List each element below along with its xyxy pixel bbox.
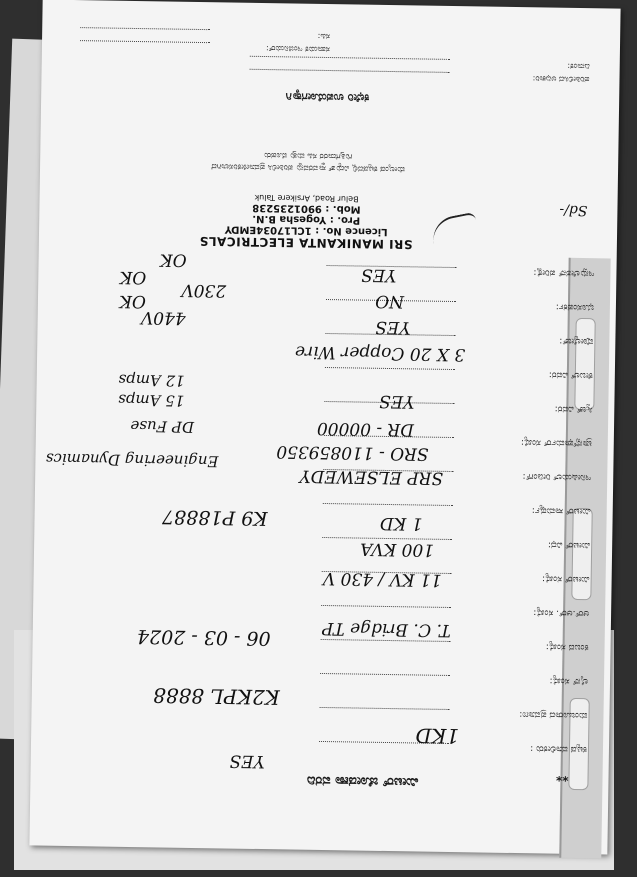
office-row-label: ದಿನಾಂಕ:: [567, 61, 590, 72]
contractor-stamp: [181, 192, 432, 252]
handwritten-ok-2: OK: [119, 266, 147, 288]
handwritten-contractor: T. C. Bridge TP: [321, 617, 451, 641]
report-sheet: [29, 0, 620, 854]
handwritten-yes-3: YES: [360, 264, 397, 286]
star-mark: **: [555, 769, 569, 784]
office-row-label: ಸಹಿ:: [317, 31, 331, 42]
stamp-company: SRI MANIKANTA ELECTRICALS: [199, 234, 413, 252]
contractor-signature: [429, 212, 479, 244]
field-label: ಕಟ್ಟಡ ಮಾಲೀಕರು :: [530, 743, 588, 755]
field-label: ಕೇಬಲ್ ವಿವರ:: [548, 369, 593, 381]
handwritten-date: 06 - 03 - 2024: [136, 625, 271, 650]
field-label: ಇನೀಷಿಯಲ್ ರೀಡಿಂಗ್:: [522, 471, 592, 483]
handwritten-v1: 440V: [140, 307, 186, 328]
handwritten-top-yes: YES: [229, 750, 265, 772]
handwritten-v2: 230V: [181, 279, 227, 301]
handwritten-ok-3: OK: [159, 249, 187, 270]
dotted-line: [323, 503, 453, 506]
handwritten-meter-id: K9 P18887: [161, 505, 268, 530]
field-label: ಇನ್ಸುಲೇಶನ್ ಪರೀಕ್ಷೆ:: [533, 267, 595, 279]
office-row-label: ಪರಿಶೀಲಿಸಿದ ಅಧಿಕಾರಿ:: [532, 74, 590, 85]
handwritten-capacity: 100 KVA: [359, 538, 435, 560]
certification-line: ಗುತ್ತಿಗೆದಾರರ ಸಹಿ ಮತ್ತು ಮೊಹರು: [264, 151, 353, 162]
handwritten-ok-1: OK: [119, 290, 147, 312]
handwritten-items: DP Fuse: [130, 416, 195, 436]
field-label: ಟ್ರಾನ್ಸ್‌ಫಾರ್ಮರ್ ಸಂಖ್ಯೆ:: [520, 437, 592, 449]
field-label: ಸ್ವಿಚ್ ವಿವರ:: [554, 403, 593, 415]
office-row-label: ಸಹಾಯಕ ಇಂಜಿನಿಯರ್:: [265, 44, 331, 55]
field-label: ಮೀಟರ್ ಸಾಮರ್ಥ್ಯ:: [531, 505, 591, 517]
certification-line: ಮೇಲ್ಕಂಡ ಕಟ್ಟಡದಲ್ಲಿ ವಿದ್ಯುತ್ ಸ್ಥಾವರವನ್ನು ಪರಿಶೀಲಿಸಿ ಪ್ರಮಾಣೀಕರಿಸಲಾಗಿದೆ: [211, 162, 405, 175]
handwritten-voltage: 11 KV / 430 V: [322, 567, 442, 590]
handwritten-count: 1 KD: [379, 512, 423, 534]
handwritten-page-mark: 1KD: [415, 723, 460, 749]
handwritten-yes-2: YES: [375, 316, 411, 338]
handwritten-make: SRP ELSEWEDY: [299, 465, 444, 488]
field-label: ಭೂಸಂಪರ್ಕ:: [555, 301, 594, 313]
handwritten-rating-1: 15 Amps: [118, 390, 185, 410]
stamp-mobile: Mob. : 9901235238: [252, 201, 361, 215]
handwritten-brand: Engineering Dynamics: [45, 449, 219, 471]
dotted-line: [320, 707, 450, 710]
handwritten-reading: DR - 00000: [316, 417, 415, 440]
field-label: ವೋಲ್ಟೇಜ್:: [559, 335, 594, 347]
field-label: ಕಂಬದ ಸಂಖ್ಯೆ:: [545, 641, 589, 653]
field-label: ಲೈನ್ ಸಂಖ್ಯೆ:: [549, 675, 589, 687]
handwritten-cable: 3 X 20 Copper Wire: [294, 341, 466, 365]
handwritten-yes-1: YES: [378, 390, 415, 412]
office-use-title: ಕಛೇರಿ ಉಪಯೋಗಕ್ಕಾಗಿ: [285, 90, 370, 105]
field-label: ಆರ್.ಆರ್. ಸಂಖ್ಯೆ:: [533, 607, 590, 619]
field-label: ಮೀಟರ್ ವಿಧ:: [547, 539, 591, 551]
stamp-address: Belur Road, Arsikere Taluk: [254, 192, 359, 204]
handwritten-ref-no: K2KPL 8888: [152, 683, 280, 710]
dotted-line: [320, 673, 450, 676]
field-label: ಮೀಟರ್ ಸಂಖ್ಯೆ:: [541, 573, 590, 585]
handwritten-no: NO: [375, 290, 405, 312]
dotted-line: [325, 367, 455, 370]
upside-down-content: [29, 0, 620, 854]
office-use-rows: [69, 24, 590, 84]
stamp-licence: Licence No. : 1CL17034EMDY: [224, 223, 388, 237]
certification-note: [88, 146, 528, 177]
handwritten-serial: SRO - 110859350: [276, 441, 429, 464]
field-label: ಮಂಜೂರಾದ ಪ್ರಮಾಣ:: [519, 709, 588, 721]
dotted-line: [321, 605, 451, 608]
side-signature: Sd/-: [559, 201, 588, 219]
stamp-proprietor: Pro. : Yogesha B.N.: [252, 212, 361, 226]
handwritten-rating-2: 12 Amps: [118, 370, 185, 390]
form-title: ಮೀಟರ್ ಜೋಡಣಾ ವರದಿ: [306, 772, 419, 790]
